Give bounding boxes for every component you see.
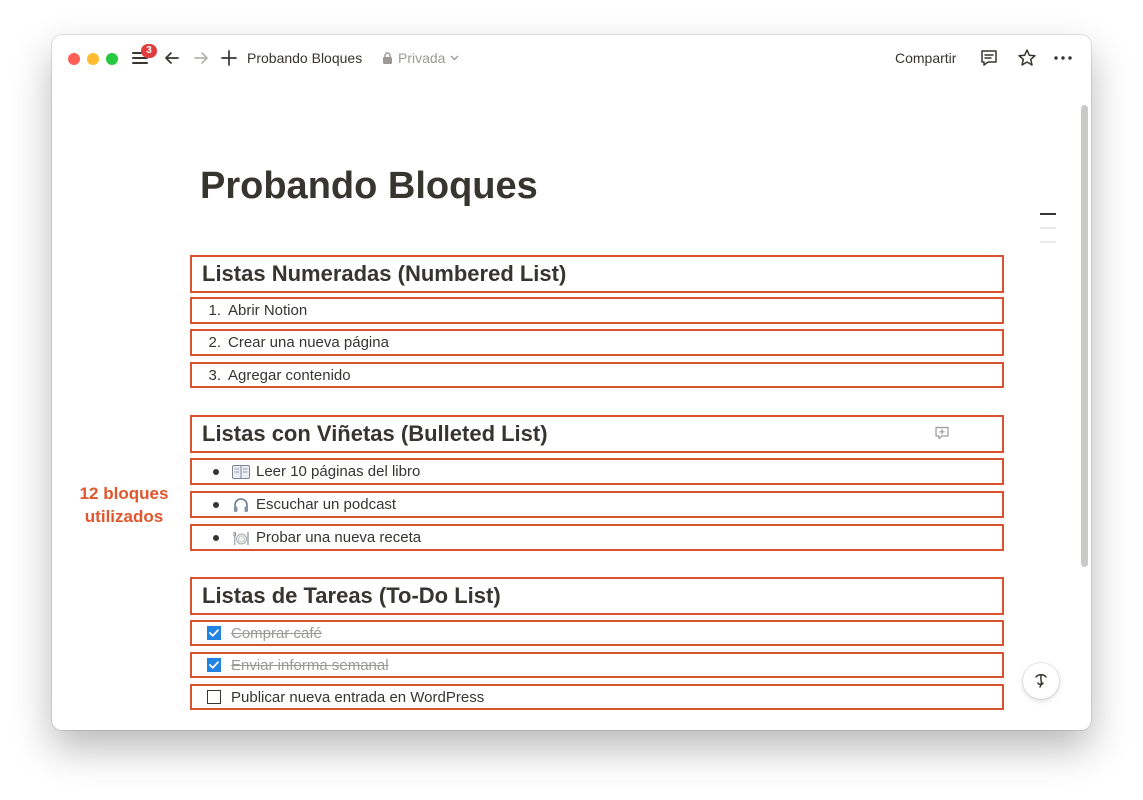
todo-text: Enviar informa semanal <box>231 656 389 674</box>
list-item-text: Crear una nueva página <box>228 334 389 351</box>
heading-todo-list[interactable] <box>190 577 1004 615</box>
list-number: 3. <box>208 366 221 384</box>
notification-badge: 3 <box>141 44 157 58</box>
heading-bulleted-list[interactable] <box>190 415 1004 453</box>
outline-marker[interactable] <box>1040 241 1056 243</box>
top-bar <box>52 35 1091 81</box>
heading-text: Listas Numeradas (Numbered List) <box>202 261 567 286</box>
plate-icon <box>232 530 250 546</box>
todo-checkbox-checked[interactable] <box>207 658 221 672</box>
back-arrow-icon[interactable] <box>161 47 183 69</box>
bulleted-list-item[interactable] <box>190 458 1004 485</box>
outline-marker[interactable] <box>1040 227 1056 229</box>
todo-item[interactable] <box>190 684 1004 710</box>
forward-arrow-icon[interactable] <box>190 47 212 69</box>
heading-text: Listas de Tareas (To-Do List) <box>202 583 501 608</box>
headphones-icon <box>232 497 250 513</box>
list-item-text: Leer 10 páginas del libro <box>256 463 421 480</box>
bullet-icon <box>192 469 232 475</box>
check-icon <box>209 661 219 669</box>
privacy-selector[interactable] <box>382 50 459 66</box>
lock-icon <box>382 52 393 64</box>
bullet-icon <box>192 502 232 508</box>
numbered-list-item[interactable] <box>190 362 1004 388</box>
comments-icon[interactable] <box>978 47 1000 69</box>
share-button[interactable]: Compartir <box>895 50 957 66</box>
help-button[interactable] <box>1023 663 1059 699</box>
favorite-star-icon[interactable] <box>1016 47 1038 69</box>
todo-text: Comprar café <box>231 624 322 642</box>
list-number: 2. <box>208 334 221 351</box>
privacy-label: Privada <box>398 50 446 66</box>
app-window <box>52 35 1091 730</box>
page-title[interactable]: Probando Bloques <box>200 165 538 207</box>
book-icon <box>232 464 250 480</box>
chevron-down-icon <box>450 55 459 61</box>
list-item-text: Abrir Notion <box>228 302 308 319</box>
help-squiggle-icon <box>1031 671 1051 691</box>
annotation-line: utilizados <box>84 507 164 526</box>
heading-text: Listas con Viñetas (Bulleted List) <box>202 421 548 446</box>
bulleted-list-item[interactable] <box>190 491 1004 518</box>
zoom-window-button[interactable] <box>106 53 118 65</box>
list-number: 1. <box>208 302 221 319</box>
numbered-list-item[interactable] <box>190 329 1004 356</box>
numbered-list-item[interactable] <box>190 297 1004 324</box>
check-icon <box>209 629 219 637</box>
todo-checkbox-checked[interactable] <box>207 626 221 640</box>
close-window-button[interactable] <box>68 53 80 65</box>
new-page-plus-icon[interactable] <box>218 47 240 69</box>
heading-numbered-list[interactable] <box>190 255 1004 293</box>
more-options-icon[interactable] <box>1052 47 1074 69</box>
todo-item[interactable] <box>190 652 1004 678</box>
todo-item[interactable] <box>190 620 1004 646</box>
add-comment-icon[interactable] <box>934 425 950 441</box>
minimize-window-button[interactable] <box>87 53 99 65</box>
todo-checkbox-unchecked[interactable] <box>207 690 221 704</box>
scrollbar[interactable] <box>1081 105 1088 567</box>
todo-text: Publicar nueva entrada en WordPress <box>231 688 485 706</box>
blocks-annotation <box>72 482 176 528</box>
bulleted-list-item[interactable] <box>190 524 1004 551</box>
breadcrumb-page-title[interactable]: Probando Bloques <box>247 50 363 66</box>
bullet-icon <box>192 535 232 541</box>
annotation-line: 12 bloques <box>79 484 169 503</box>
list-item-text: Probar una nueva receta <box>256 529 422 546</box>
list-item-text: Escuchar un podcast <box>256 496 397 513</box>
outline-marker-active[interactable] <box>1040 213 1056 215</box>
list-item-text: Agregar contenido <box>228 366 351 384</box>
